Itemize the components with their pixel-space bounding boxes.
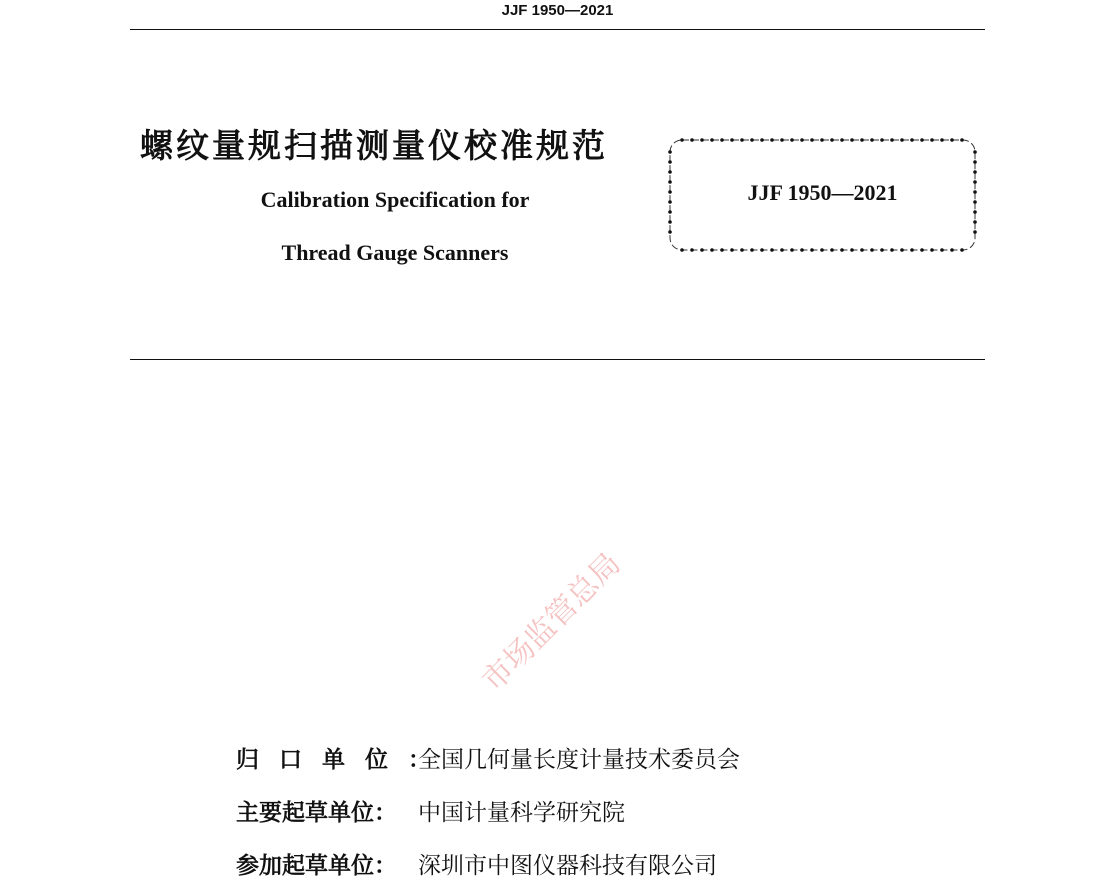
title-english-line2: Thread Gauge Scanners xyxy=(281,240,509,265)
info-row-responsible-unit xyxy=(236,741,740,774)
standard-code-box xyxy=(666,136,979,254)
info-label: 归口单位： xyxy=(236,747,451,773)
title-english-line1: Calibration Specification for xyxy=(260,187,530,212)
info-label: 参加起草单位： xyxy=(236,853,397,879)
running-header-code: JJF 1950—2021 xyxy=(501,2,614,19)
info-value: 全国几何量长度计量技术委员会 xyxy=(418,747,740,773)
top-divider xyxy=(130,29,985,30)
info-label: 主要起草单位： xyxy=(236,800,397,826)
info-row-participating-drafting-unit xyxy=(236,847,717,880)
info-value: 深圳市中图仪器科技有限公司 xyxy=(418,853,717,879)
title-chinese: 螺纹量规扫描测量仪校准规范 xyxy=(140,126,608,165)
info-value: 中国计量科学研究院 xyxy=(418,800,625,826)
info-row-main-drafting-unit xyxy=(236,794,625,827)
middle-divider xyxy=(130,359,985,360)
standard-code: JJF 1950—2021 xyxy=(747,180,898,205)
watermark-text: 市场监管总局 xyxy=(475,546,628,699)
